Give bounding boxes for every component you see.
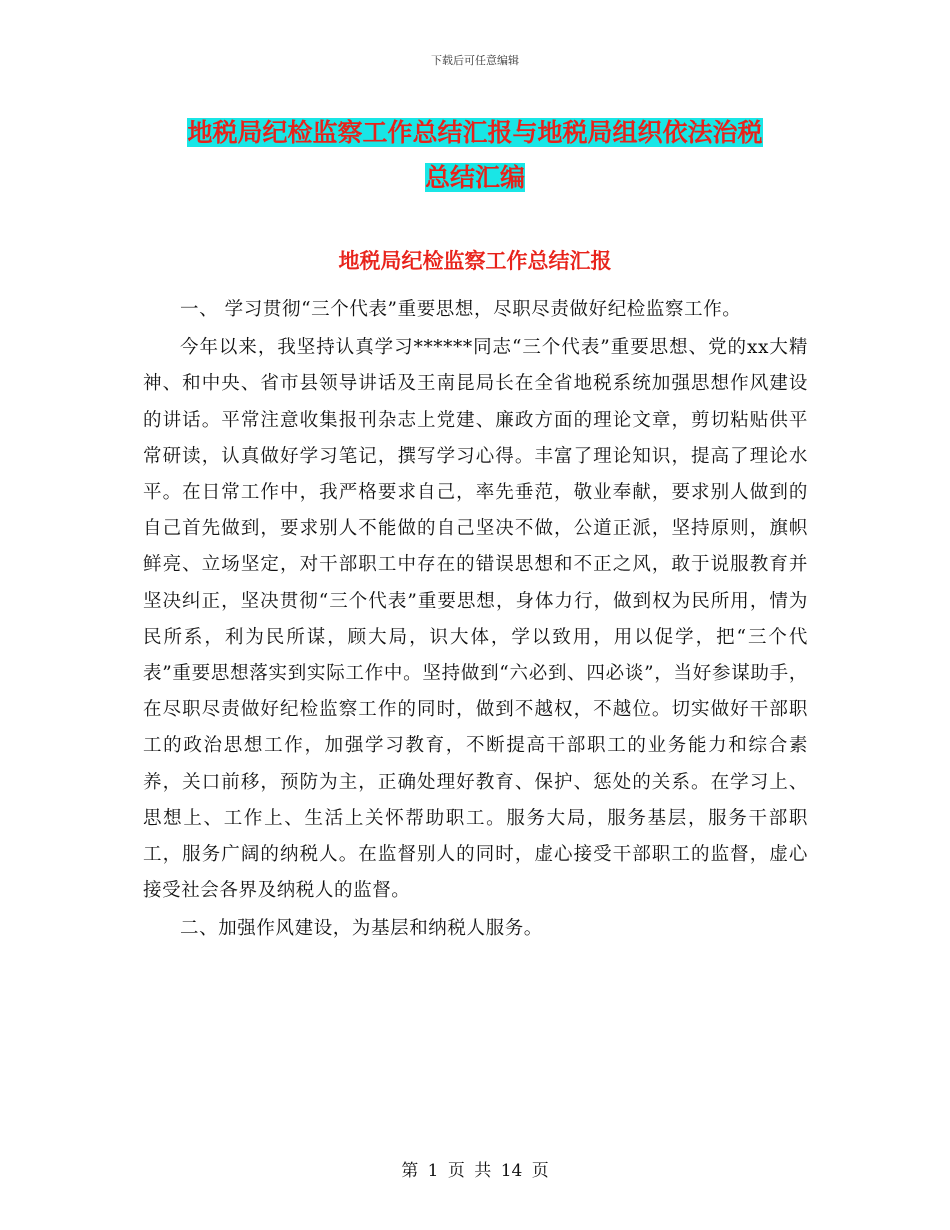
section-title: 地税局纪检监察工作总结汇报: [338, 249, 612, 273]
document-title: [150, 110, 800, 200]
title-line-1: 地税局纪检监察工作总结汇报与地税局组织依法治税: [187, 118, 763, 147]
body-text: [143, 292, 808, 950]
header-note: 下载后可任意编辑: [431, 54, 519, 67]
title-line-2: 总结汇编: [424, 163, 525, 192]
paragraph: 一、 学习贯彻“三个代表”重要思想，尽职尽责做好纪检监察工作。: [180, 299, 742, 320]
paragraph: 二、加强作风建设，为基层和纳税人服务。: [180, 918, 543, 940]
page-number: 第 1 页 共 14 页: [401, 1161, 549, 1181]
paragraph: 今年以来，我坚持认真学习******同志“三个代表”重要思想、党的xx大精神、和中央、省市县领导讲话及王南昆局长在全省地税系统加强思想作风建设的讲话。平常注意收集报刊杂志上党建、廉政方面的理论文章，剪切粘贴供平常研读，认真做好学习笔记，撰写学习心得。丰富了理论知识，提高了理论水平。在日常工作中，我严格要求自己，率先垂范，敬业奉献，要求别人做到的自己首先做到，要求别人不能做的自己坚决不做，公道正派，坚持原则，旗帜鲜亮、立场坚定，对干部职工中存在的错误思想和不正之风，敢于说服教育并坚决纠正，坚决贯彻“三个代表”重要思想，身体力行，做到权为民所用，情为民所系，利为民所谋，顾大局，识大体，学以致用，用以促学，把“三个代表”重要思想落实到实际工作中。坚持做到“六必到、四必谈”，当好参谋助手，在尽职尽责做好纪检监察工作的同时，做到不越权，不越位。切实做好干部职工的政治思想工作，加强学习教育，不断提高干部职工的业务能力和综合素养，关口前移，预防为主，正确处理好教育、保护、惩处的关系。在学习上、思想上、工作上、生活上关怀帮助职工。服务大局，服务基层，服务干部职工，服务广阔的纳税人。在监督别人的同时，虚心接受干部职工的监督，虚心接受社会各界及纳税人的监督。: [143, 337, 808, 902]
